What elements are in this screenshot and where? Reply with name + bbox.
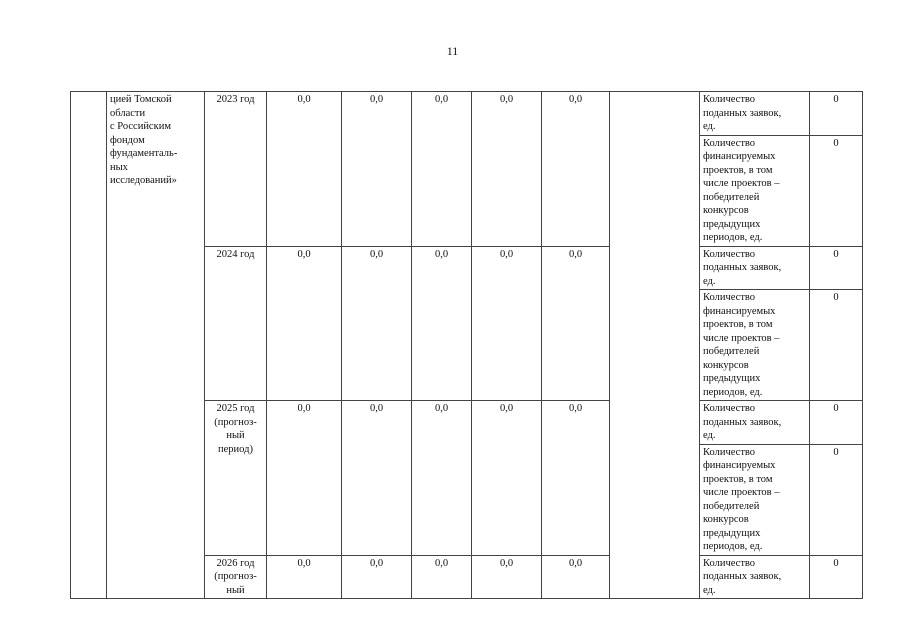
value-cell: 0,0 [412,246,472,401]
row-number-cell [71,92,107,599]
value-cell: 0,0 [267,246,342,401]
indicator-value-cell: 0 [810,444,863,555]
page-number: 11 [446,44,459,58]
indicator-value-cell: 0 [810,555,863,599]
year-cell: 2026 год (прогноз- ный [205,555,267,599]
indicator-name-cell: Количество финансируемых проектов, в том числе проектов – победителей конкурсов предыдущих периодов, ед. [700,444,810,555]
value-cell: 0,0 [542,246,610,401]
year-cell: 2024 год [205,246,267,401]
value-cell: 0,0 [472,401,542,556]
value-cell: 0,0 [542,92,610,247]
value-cell: 0,0 [342,246,412,401]
value-cell: 0,0 [267,401,342,556]
indicator-value-cell: 0 [810,92,863,136]
indicator-name-cell: Количество поданных заявок, ед. [700,401,810,445]
indicator-name-cell: Количество финансируемых проектов, в том числе проектов – победителей конкурсов предыдущих периодов, ед. [700,290,810,401]
value-cell: 0,0 [472,555,542,599]
value-cell: 0,0 [412,401,472,556]
indicator-name-cell: Количество поданных заявок, ед. [700,246,810,290]
value-cell: 0,0 [542,555,610,599]
indicator-value-cell: 0 [810,290,863,401]
value-cell: 0,0 [412,92,472,247]
table-row [71,92,863,136]
indicator-value-cell: 0 [810,135,863,246]
year-cell: 2025 год (прогноз- ный период) [205,401,267,556]
value-cell: 0,0 [472,92,542,247]
indicator-name-cell: Количество поданных заявок, ед. [700,92,810,136]
executor-cell [610,92,700,599]
value-cell: 0,0 [267,555,342,599]
year-cell: 2023 год [205,92,267,247]
value-cell: 0,0 [267,92,342,247]
table-body [71,92,863,599]
indicator-name-cell: Количество поданных заявок, ед. [700,555,810,599]
value-cell: 0,0 [412,555,472,599]
value-cell: 0,0 [472,246,542,401]
value-cell: 0,0 [342,401,412,556]
indicator-name-cell: Количество финансируемых проектов, в том числе проектов – победителей конкурсов предыдущих периодов, ед. [700,135,810,246]
indicator-value-cell: 0 [810,401,863,445]
program-name-cell: цией Томской области с Российским фондом фундаменталь- ных исследований» [107,92,205,599]
value-cell: 0,0 [342,92,412,247]
value-cell: 0,0 [342,555,412,599]
indicator-value-cell: 0 [810,246,863,290]
value-cell: 0,0 [542,401,610,556]
program-table [70,91,863,599]
